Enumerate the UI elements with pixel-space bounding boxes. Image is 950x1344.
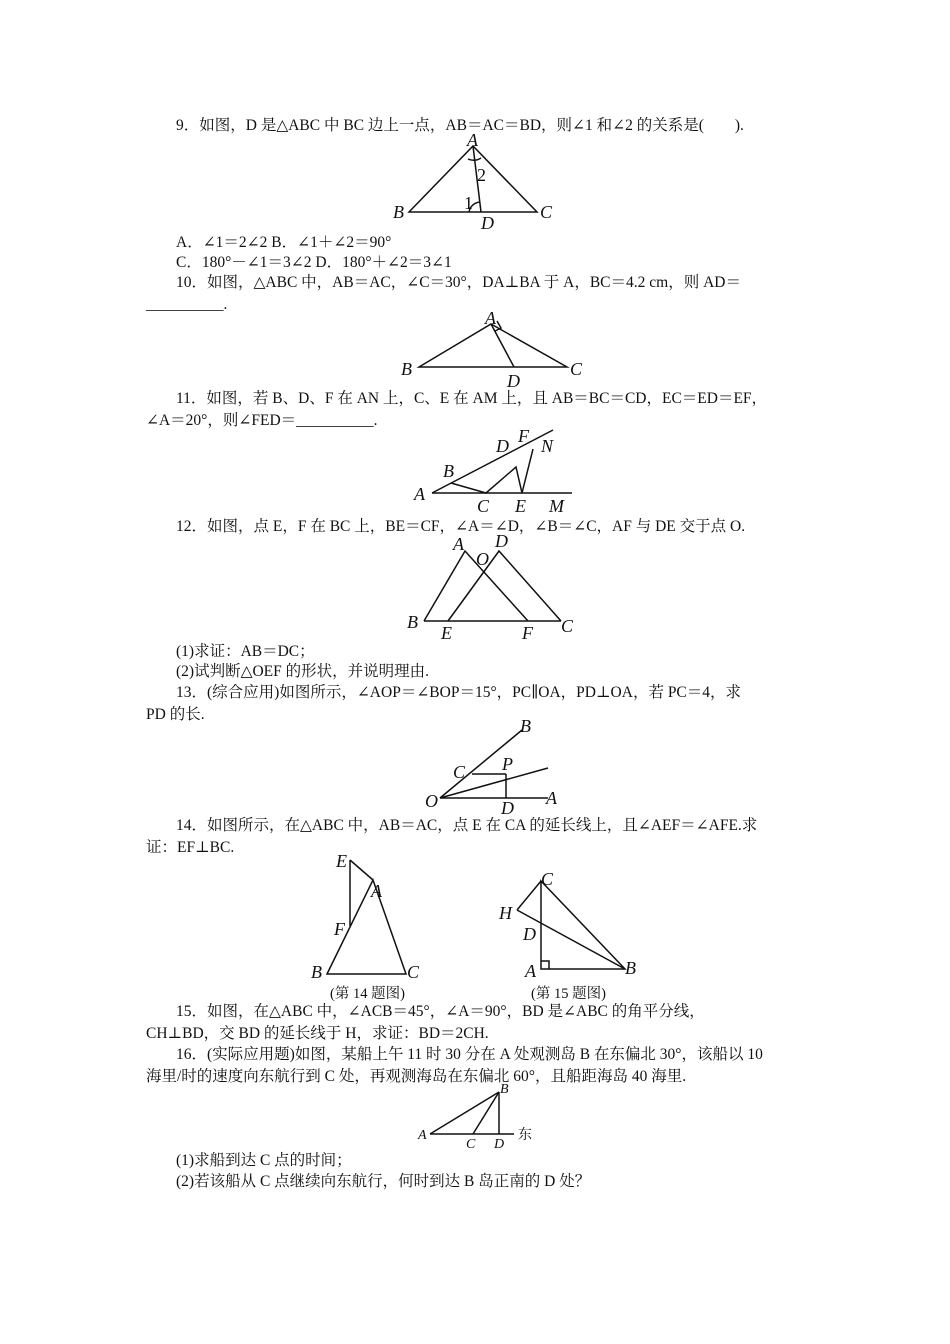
q15-triangle [541, 881, 625, 969]
q9-label-angle2: 2 [477, 165, 486, 185]
q9-label-a: A [467, 130, 478, 150]
q15-label-c: C [541, 869, 554, 889]
q11-line2: ∠A＝20°，则∠FED＝__________. [146, 412, 378, 429]
q12-figure [403, 533, 583, 643]
q16-label-a: A [418, 1128, 427, 1143]
q14-segment-ea [350, 860, 373, 880]
q16-line1: 16．(实际应用题)如图，某船上午 11 时 30 分在 A 处观测岛 B 在东偏北 30°，该船以 10 [176, 1046, 763, 1063]
q10-triangle [419, 324, 567, 367]
q10-label-c: C [570, 359, 583, 379]
q11-label-e: E [515, 496, 526, 516]
q15-segment-ch [517, 881, 541, 910]
q16-segment-cb [473, 1092, 499, 1134]
q13-figure [422, 718, 572, 818]
q14-caption: (第 14 题图) [330, 986, 405, 1002]
q15-line1: 15．如图，在△ABC 中，∠ACB＝45°，∠A＝90°，BD 是∠ABC 的角平分线， [176, 1003, 705, 1020]
q9-options-cd: C．180°－∠1＝3∠2 D．180°＋∠2＝3∠1 [176, 254, 452, 271]
q16-label-c: C [466, 1137, 476, 1152]
q16-label-east: 东 [518, 1128, 532, 1143]
q10-label-d: D [507, 371, 520, 391]
q14-label-b: B [311, 962, 322, 982]
q15-right-angle-mark [541, 961, 549, 969]
q15-line2: CH⊥BD，交 BD 的延长线于 H，求证：BD＝2CH. [146, 1025, 489, 1042]
q12-label-b: B [407, 612, 418, 632]
q14-label-e: E [336, 851, 347, 871]
q15-label-b: B [625, 958, 636, 978]
q14-line1: 14．如图所示，在△ABC 中，AB＝AC，点 E 在 CA 的延长线上，且∠AEF＝∠AFE.求 [176, 817, 758, 834]
q14-figure [303, 850, 433, 985]
q13-line1: 13．(综合应用)如图所示，∠AOP＝∠BOP＝15°，PC∥OA，PD⊥OA，若 PC＝4，求 [176, 684, 742, 701]
q13-label-c: C [453, 762, 466, 782]
q13-line2: PD 的长. [146, 706, 205, 723]
q11-label-a: A [414, 484, 425, 504]
q12-stem: 12．如图，点 E，F 在 BC 上，BE＝CF，∠A＝∠D，∠B＝∠C，AF 与 DE 交于点 O. [176, 518, 746, 535]
q11-label-d: D [496, 436, 509, 456]
q9-label-d: D [481, 213, 494, 233]
q14-label-a: A [371, 881, 382, 901]
q11-figure [410, 425, 590, 517]
q10-label-a: A [485, 308, 496, 328]
q11-line1: 11．如图，若 B、D、F 在 AN 上，C、E 在 AM 上，且 AB＝BC＝CD，EC＝ED＝EF， [176, 390, 768, 407]
q9-stem: 9．如图，D 是△ABC 中 BC 边上一点，AB＝AC＝BD，则∠1 和∠2 的关系是( ). [176, 117, 744, 134]
q15-label-a: A [525, 961, 536, 981]
q10-figure [397, 309, 597, 391]
q12-label-f: F [522, 623, 533, 643]
q9-label-b: B [393, 202, 404, 222]
q12-triangle-dce [448, 551, 561, 621]
q9-label-angle1: 1 [464, 193, 473, 213]
q12-part1: (1)求证：AB＝DC； [176, 643, 315, 660]
q14-label-f: F [334, 919, 345, 939]
q13-label-o: O [425, 791, 438, 811]
q12-label-c: C [561, 616, 574, 636]
q9-options-ab: A．∠1＝2∠2 B．∠1＋∠2＝90° [176, 234, 392, 251]
q14-line2: 证：EF⊥BC. [146, 839, 235, 856]
q9-figure [385, 130, 565, 234]
q15-caption: (第 15 题图) [531, 986, 606, 1002]
q16-line2: 海里/时的速度向东航行到 C 处，再观测海岛在东偏北 60°，且船距海岛 40 海里. [146, 1068, 687, 1085]
q16-figure [414, 1080, 544, 1152]
q11-label-c: C [477, 496, 490, 516]
q13-label-d: D [501, 798, 514, 818]
q12-label-e: E [441, 623, 452, 643]
q16-label-d: D [494, 1137, 505, 1152]
q16-part1: (1)求船到达 C 点的时间； [176, 1152, 352, 1169]
q15-label-h: H [499, 903, 512, 923]
q13-label-b: B [520, 716, 531, 736]
q10-label-b: B [401, 359, 412, 379]
q15-label-d: D [523, 924, 536, 944]
q11-label-f: F [518, 426, 529, 446]
q15-figure [493, 866, 653, 982]
q11-label-b: B [443, 461, 454, 481]
q12-label-o: O [476, 549, 489, 569]
q12-part2: (2)试判断△OEF 的形状，并说明理由. [176, 663, 430, 680]
q13-label-p: P [502, 754, 513, 774]
q13-label-a: A [546, 788, 557, 808]
q11-zigzag [451, 449, 533, 493]
q16-segment-ab [430, 1092, 499, 1134]
q11-label-m: M [549, 496, 564, 516]
q16-label-b: B [500, 1082, 509, 1097]
q12-label-d: D [495, 531, 508, 551]
q14-label-c: C [407, 962, 420, 982]
q9-label-c: C [540, 202, 553, 222]
q11-label-n: N [541, 436, 554, 456]
q9-triangle [409, 146, 537, 212]
q12-label-a: A [453, 534, 464, 554]
q10-line2: __________. [146, 296, 228, 313]
q16-part2: (2)若该船从 C 点继续向东航行，何时到达 B 岛正南的 D 处？ [176, 1173, 591, 1190]
q10-line1: 10．如图，△ABC 中，AB＝AC，∠C＝30°，DA⊥BA 于 A，BC＝4.2 cm，则 AD＝ [176, 274, 741, 291]
